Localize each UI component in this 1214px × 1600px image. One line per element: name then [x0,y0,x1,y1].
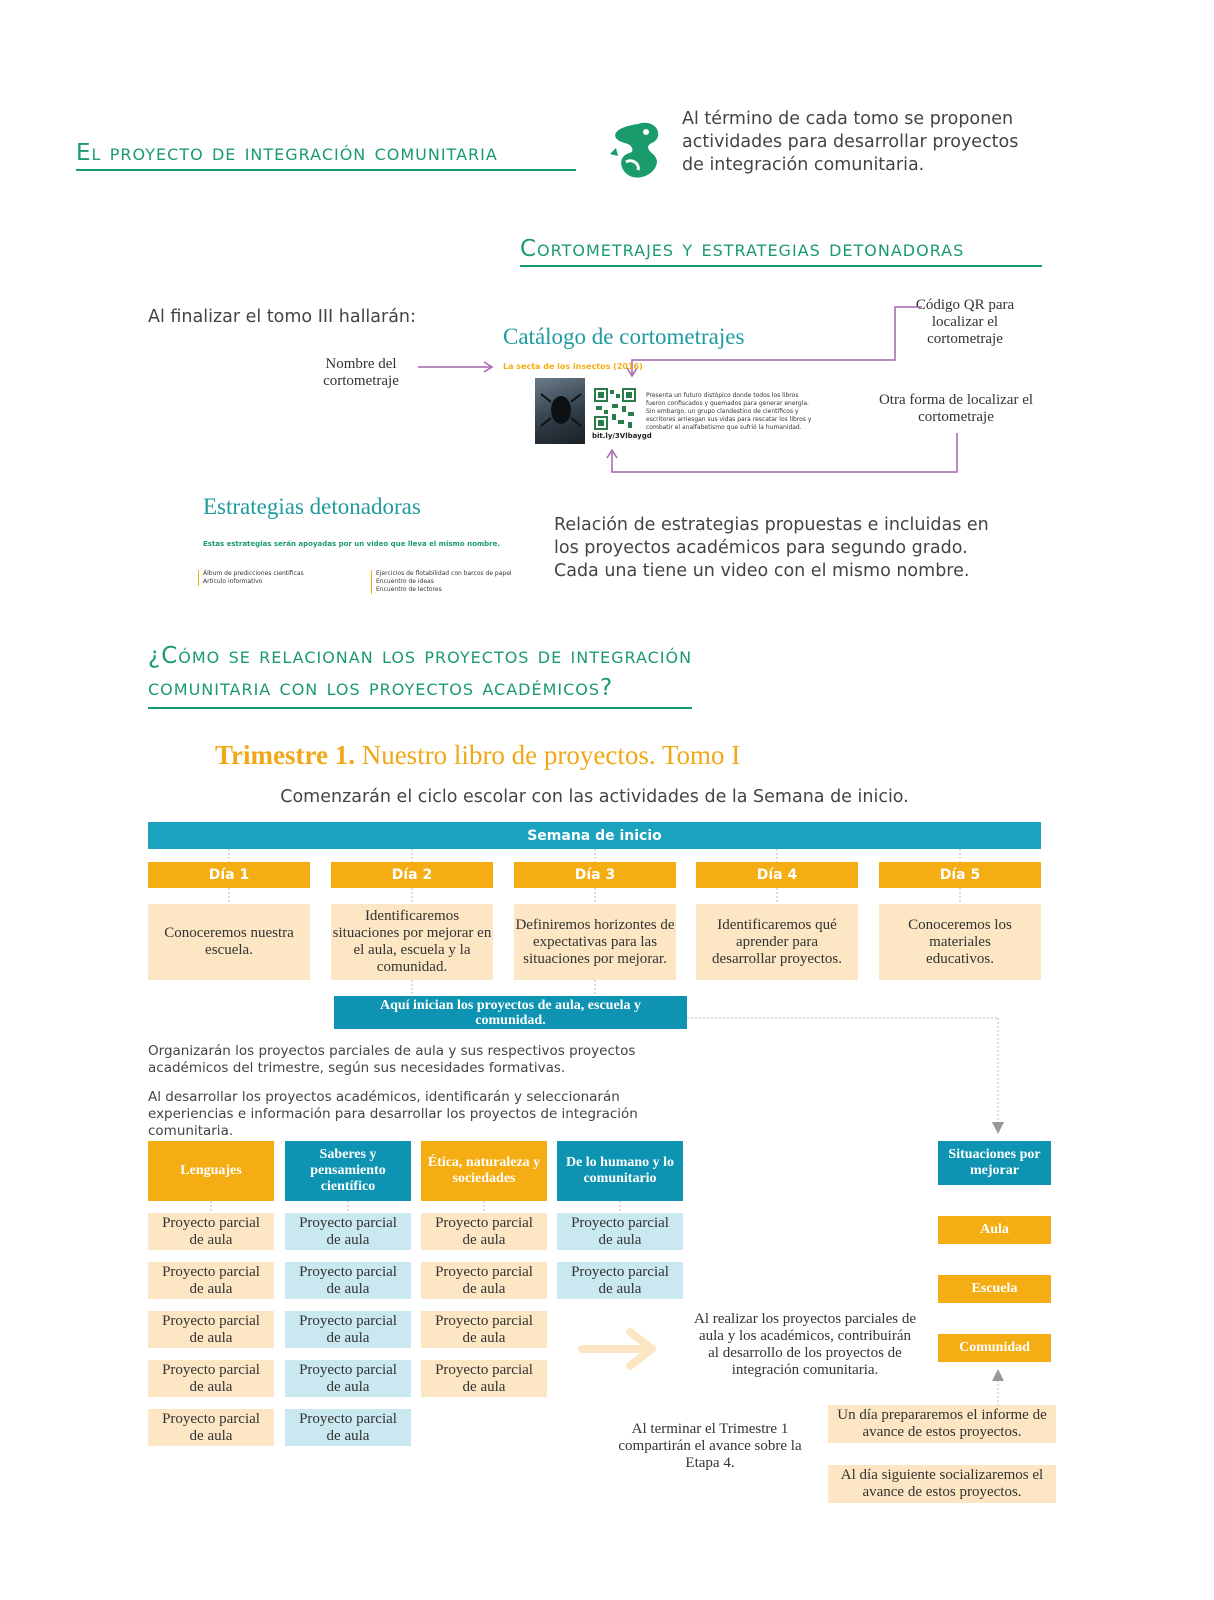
strategies-title: Estrategias detonadoras [203,494,421,519]
project-cell: Proyecto parcial de aula [421,1360,547,1397]
project-cell: Proyecto parcial de aula [285,1360,411,1397]
field-etica: Ética, naturaleza y sociedades [421,1141,547,1201]
situations-box: Situaciones por mejorar [938,1141,1051,1185]
section3-title-line1: ¿Cómo se relacionan los proyectos de integración [148,643,693,669]
label-other-way: Otra forma de localizar el cortometraje [878,392,1034,425]
day-3-label: Día 3 [514,862,676,888]
project-cell: Proyecto parcial de aula [285,1213,411,1250]
project-cell: Proyecto parcial de aula [421,1311,547,1348]
day-4-activity: Identificaremos qué aprender para desarrollar proyectos. [696,904,858,980]
trimestre-number: Trimestre 1. [215,740,355,770]
strategy-item: Álbum de predicciones científicas [203,570,304,577]
week-banner: Semana de inicio [148,822,1041,849]
develop-paragraph: Al desarrollar los proyectos académicos, identificarán y seleccionarán experiencias e información para desarrollar los proyectos de integración comunitaria. [148,1089,638,1139]
project-cell: Proyecto parcial de aula [421,1262,547,1299]
project-cell: Proyecto parcial de aula [285,1409,411,1446]
section3-title-line2: comunitaria con los proyectos académicos? [148,675,614,701]
day-3-activity: Definiremos horizontes de expectativas para las situaciones por mejorar. [514,904,676,980]
project-cell: Proyecto parcial de aula [285,1262,411,1299]
label-qr-code: Código QR para localizar el cortometraje [915,297,1015,347]
projects-start-banner: Aquí inician los proyectos de aula, escuela y comunidad. [334,996,687,1029]
field-saberes: Saberes y pensamiento científico [285,1141,411,1201]
label-film-name: Nombre del cortometraje [323,356,399,389]
catalog-title: Catálogo de cortometrajes [503,324,745,349]
day-1-label: Día 1 [148,862,310,888]
film-title: La secta de los insectos (2016) [503,362,643,371]
report-prepare-box: Un día prepararemos el informe de avance de estos proyectos. [828,1405,1056,1443]
organize-paragraph: Organizarán los proyectos parciales de aula y sus respectivos proyectos académicos del trimestre, según sus necesidades formativas. [148,1043,636,1076]
level-comunidad: Comunidad [938,1334,1051,1362]
day-2-activity: Identificaremos situaciones por mejorar en el aula, escuela y la comunidad. [331,904,493,980]
project-cell: Proyecto parcial de aula [148,1311,274,1348]
day-4-label: Día 4 [696,862,858,888]
film-link[interactable]: bit.ly/3Vlbaygd [592,432,652,440]
strategy-item: Artículo informativo [203,578,263,585]
level-aula: Aula [938,1216,1051,1244]
trimestre-subtitle: Comenzarán el ciclo escolar con las actividades de la Semana de inicio. [280,787,909,807]
section2-title: Cortometrajes y estrategias detonadoras [520,236,1042,267]
project-cell: Proyecto parcial de aula [148,1262,274,1299]
day-5-label: Día 5 [879,862,1041,888]
project-cell: Proyecto parcial de aula [148,1409,274,1446]
report-share-box: Al día siguiente socializaremos el avance de estos proyectos. [828,1465,1056,1503]
strategies-description: Relación de estrategias propuestas e incluidas en los proyectos académicos para segundo grado. Cada una tiene un video con el mismo nombre. [554,515,989,581]
contribution-text: Al realizar los proyectos parciales de aula y los académicos, contribuirán al desarrollo de los proyectos de integración comunitaria. [694,1311,916,1378]
end-trimestre-text: Al terminar el Trimestre 1 compartirán el avance sobre la Etapa 4. [618,1421,802,1471]
field-lenguajes: Lenguajes [148,1141,274,1201]
section1-title: El proyecto de integración comunitaria [76,140,576,171]
day-5-activity: Conoceremos los materiales educativos. [879,904,1041,980]
section1-description: Al término de cada tomo se proponen actividades para desarrollar proyectos de integración comunitaria. [682,109,1019,175]
level-escuela: Escuela [938,1275,1051,1303]
trimestre-book: Nuestro libro de proyectos. Tomo I [361,740,741,770]
right-arrow-icon [578,1326,660,1372]
project-cell: Proyecto parcial de aula [421,1213,547,1250]
project-cell: Proyecto parcial de aula [148,1213,274,1250]
strategy-item: Encuentro de ideas [376,578,434,585]
strategy-item: Encuentro de lectores [376,586,442,593]
day-1-activity: Conoceremos nuestra escuela. [148,904,310,980]
project-cell: Proyecto parcial de aula [285,1311,411,1348]
project-cell: Proyecto parcial de aula [557,1213,683,1250]
strategies-subtitle: Estas estrategias serán apoyadas por un video que lleva el mismo nombre. [203,540,501,548]
field-humano: De lo humano y lo comunitario [557,1141,683,1201]
day-2-label: Día 2 [331,862,493,888]
film-description: Presenta un futuro distópico donde todos los libros fueron confiscados y quemados para generar energía. Sin embargo, un grupo clandestino de científicos y escritores arriesgan sus vidas para rescatar los libros y combatir el analfabetismo que sufrió la humanidad. [646,392,812,431]
project-cell: Proyecto parcial de aula [557,1262,683,1299]
section2-intro: Al finalizar el tomo III hallarán: [148,307,416,327]
project-cell: Proyecto parcial de aula [148,1360,274,1397]
strategy-item: Ejercicios de flotabilidad con barcos de papel [376,570,512,577]
